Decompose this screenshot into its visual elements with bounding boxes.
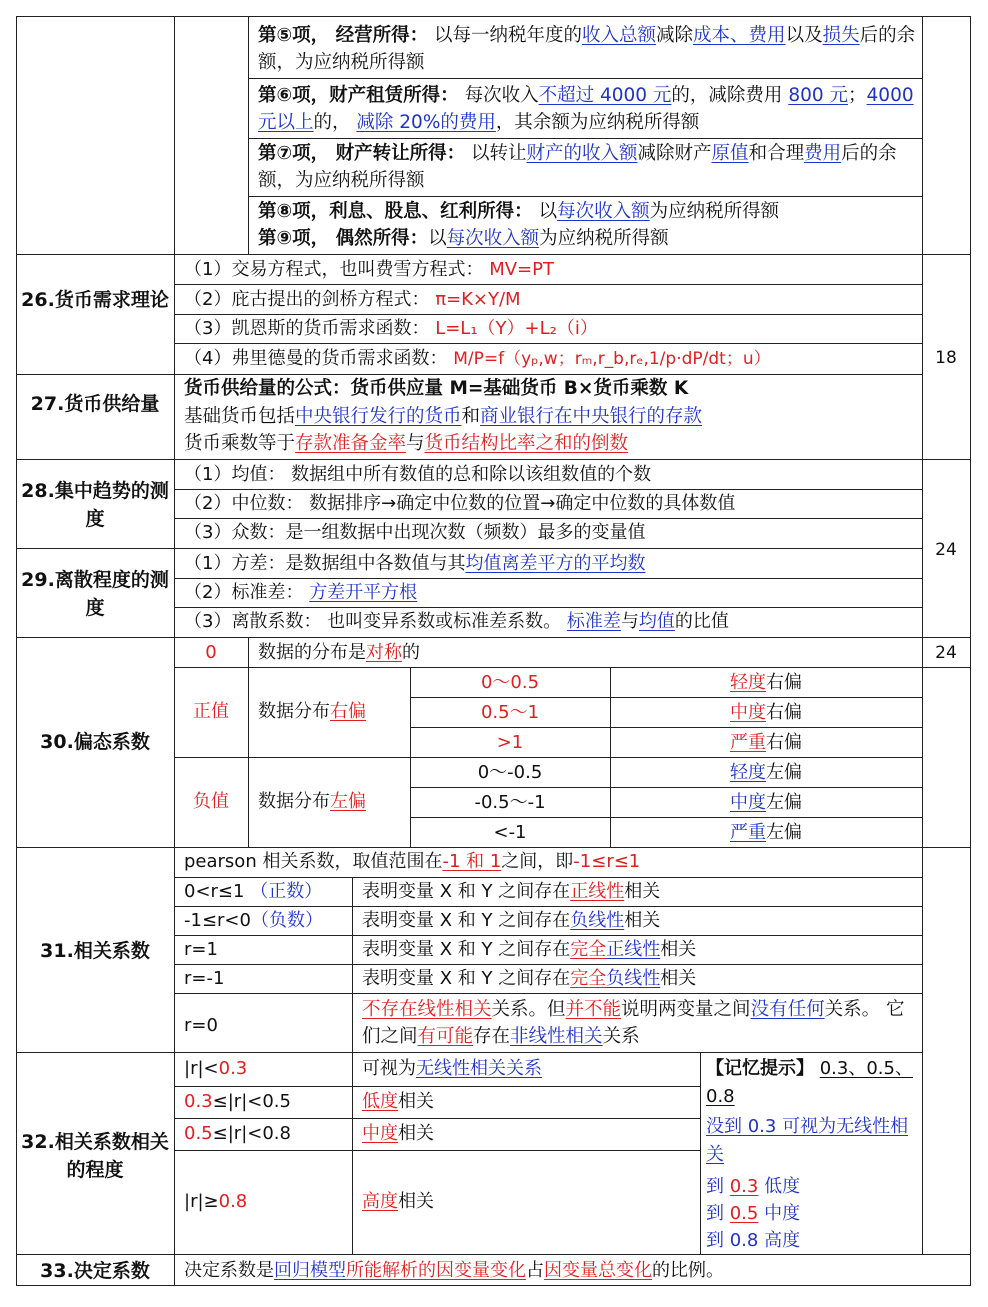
text: ，其余额为应纳税所得额 bbox=[495, 112, 700, 133]
keyword: 货币结构比率之和的倒数 bbox=[424, 433, 629, 454]
keyword: 严重 bbox=[730, 822, 766, 843]
memo-title: 【记忆提示】 bbox=[706, 1058, 814, 1079]
skew-zero: 0 bbox=[205, 642, 217, 663]
central-row: （2）中位数： 数据排序→确定中位数的位置→确定中位数的具体数值 bbox=[184, 493, 736, 514]
text: 的，减除费用 bbox=[671, 85, 789, 106]
text: 相关 bbox=[398, 1123, 434, 1144]
text: 关系 bbox=[602, 1026, 640, 1047]
text: （2）标准差： bbox=[184, 582, 310, 603]
tax-item-5 bbox=[258, 22, 916, 76]
row-divider bbox=[248, 78, 922, 79]
text: ； bbox=[848, 85, 867, 106]
keyword: 费用 bbox=[804, 143, 842, 164]
keyword: 成本、费用 bbox=[693, 25, 786, 46]
text: 基础货币包括 bbox=[184, 406, 296, 427]
determination-desc bbox=[184, 1258, 724, 1284]
row-divider bbox=[174, 489, 922, 490]
demand-row bbox=[184, 316, 598, 342]
section-heading: 31.相关系数 bbox=[40, 940, 150, 962]
col-divider bbox=[248, 16, 249, 254]
corr-meaning bbox=[362, 908, 660, 934]
text: 左偏 bbox=[766, 822, 802, 843]
keyword: 0.3 bbox=[184, 1091, 213, 1112]
strength-meaning bbox=[362, 1189, 434, 1215]
text: 到 bbox=[706, 1176, 730, 1197]
text: 右偏 bbox=[766, 732, 802, 753]
keyword: 中度 bbox=[362, 1123, 398, 1144]
section-heading: 29.离散程度的测度 bbox=[21, 569, 169, 619]
text: ≤|r|<0.8 bbox=[212, 1123, 291, 1144]
text: 以每一纳税年度的 bbox=[434, 25, 583, 46]
strength-range bbox=[184, 1189, 247, 1215]
row-divider bbox=[174, 993, 922, 994]
skew-range: 0.5～1 bbox=[480, 702, 540, 723]
keyword: 0.8 bbox=[218, 1191, 248, 1212]
keyword: 并不能 bbox=[565, 999, 622, 1020]
text: 后的余额，为应纳税所得额 bbox=[258, 143, 897, 191]
keyword: 减除 20%的费用 bbox=[356, 112, 496, 133]
text: 相关 bbox=[398, 1091, 434, 1112]
text: 左偏 bbox=[766, 792, 802, 813]
keyword: 中度 bbox=[730, 702, 766, 723]
keyword: 正线性 bbox=[606, 939, 661, 960]
row-divider bbox=[16, 1052, 922, 1053]
keyword: 正线性 bbox=[570, 881, 625, 902]
skew-degree bbox=[610, 820, 922, 846]
col-divider bbox=[352, 1052, 353, 1254]
keyword: 不存在线性相关 bbox=[362, 999, 492, 1020]
skew-positive-desc bbox=[258, 699, 366, 725]
skew-negative-desc bbox=[258, 789, 366, 815]
text: 到 bbox=[706, 1203, 730, 1224]
col-divider bbox=[248, 637, 249, 667]
pearson-intro bbox=[184, 849, 640, 875]
text: （3）离散系数： 也叫变异系数或标准差系数。 bbox=[184, 611, 567, 632]
section-heading: 26.货币需求理论 bbox=[21, 289, 169, 311]
text: 低度 bbox=[758, 1176, 801, 1197]
text: 占 bbox=[526, 1260, 544, 1281]
keyword: 存款准备金率 bbox=[295, 433, 407, 454]
row-divider bbox=[248, 138, 922, 139]
row-divider bbox=[174, 607, 922, 608]
keyword: -1 和 1 bbox=[442, 851, 502, 872]
corr-meaning bbox=[362, 996, 918, 1050]
row-divider bbox=[174, 1086, 700, 1087]
keyword: 均值 bbox=[638, 611, 675, 632]
keyword: 不超过 4000 元 bbox=[538, 85, 672, 106]
keyword: 负线性 bbox=[606, 968, 661, 989]
keyword: 非线性相关 bbox=[510, 1026, 603, 1047]
text: （4）弗里德曼的货币需求函数： bbox=[184, 348, 448, 369]
row-divider bbox=[174, 343, 922, 344]
text: 数据分布 bbox=[258, 701, 330, 722]
text: 减除财产 bbox=[637, 143, 712, 164]
keyword: 中度 bbox=[730, 792, 766, 813]
corr-meaning bbox=[362, 937, 696, 963]
col-divider bbox=[700, 1052, 701, 1254]
row-divider bbox=[16, 459, 971, 460]
text: 每次收入 bbox=[464, 85, 539, 106]
text: 数据分布 bbox=[258, 791, 330, 812]
row-divider bbox=[174, 906, 922, 907]
text: 数据的分布是 bbox=[258, 642, 366, 663]
text: 关系。但 bbox=[491, 999, 566, 1020]
row-divider bbox=[174, 964, 922, 965]
row-divider bbox=[410, 727, 922, 728]
row-divider bbox=[174, 578, 922, 579]
corr-condition bbox=[184, 908, 323, 934]
memory-tip-line bbox=[706, 1174, 800, 1200]
text: 相关 bbox=[660, 968, 697, 989]
section-heading: 30.偏态系数 bbox=[40, 731, 150, 753]
corr-condition: r=0 bbox=[184, 1015, 218, 1036]
text: 相关 bbox=[398, 1191, 434, 1212]
strength-range bbox=[184, 1089, 291, 1115]
skew-negative-label: 负值 bbox=[193, 791, 229, 812]
text: pearson 相关系数，取值范围在 bbox=[184, 851, 443, 872]
corr-condition bbox=[184, 879, 322, 905]
item-title: 第⑨项， 偶然所得： bbox=[258, 228, 429, 249]
corr-meaning bbox=[362, 966, 696, 992]
text: 存在 bbox=[473, 1026, 511, 1047]
item-title: 第⑧项，利息、股息、红利所得： bbox=[258, 201, 533, 222]
text: 与 bbox=[620, 611, 639, 632]
text: 表明变量 X 和 Y 之间存在 bbox=[362, 881, 571, 902]
tax-item-8 bbox=[258, 198, 779, 225]
section-heading: 27.货币供给量 bbox=[30, 393, 160, 415]
text: 与 bbox=[406, 433, 425, 454]
keyword: 没有任何 bbox=[750, 999, 825, 1020]
keyword: 0.3 bbox=[729, 1176, 759, 1197]
strength-meaning bbox=[362, 1121, 434, 1147]
keyword: 对称 bbox=[366, 642, 402, 663]
demand-row bbox=[184, 346, 771, 372]
text: ≤|r|<0.5 bbox=[212, 1091, 291, 1112]
text: 可视为 bbox=[362, 1058, 416, 1079]
keyword: 标准差 bbox=[566, 611, 621, 632]
keyword: 损失 bbox=[822, 25, 860, 46]
corr-condition: r=1 bbox=[184, 939, 218, 960]
section-heading: 33.决定系数 bbox=[40, 1260, 150, 1282]
page-number: 24 bbox=[935, 540, 957, 560]
strength-meaning bbox=[362, 1089, 434, 1115]
row-divider bbox=[16, 847, 971, 848]
text: （3）凯恩斯的货币需求函数： bbox=[184, 318, 430, 339]
tax-item-9 bbox=[258, 225, 669, 252]
text: 左偏 bbox=[766, 762, 802, 783]
keyword: 所能解析的因变量变化 bbox=[346, 1260, 526, 1281]
row-divider bbox=[174, 284, 922, 285]
memory-tip bbox=[706, 1055, 918, 1111]
text: 为应纳税所得额 bbox=[649, 201, 780, 222]
text: （2）庇古提出的剑桥方程式： bbox=[184, 289, 430, 310]
skew-degree bbox=[610, 730, 922, 756]
keyword: 有可能 bbox=[417, 1026, 474, 1047]
dispersion-row bbox=[184, 609, 729, 635]
row-divider bbox=[174, 877, 922, 878]
text: 以及 bbox=[785, 25, 823, 46]
keyword: 0.3、0.5、0.8 bbox=[706, 1058, 913, 1107]
text: |r|< bbox=[184, 1058, 219, 1079]
memory-tip-line bbox=[706, 1201, 800, 1227]
central-row: （3）众数：是一组数据中出现次数（频数）最多的变量值 bbox=[184, 522, 646, 543]
tax-item-6 bbox=[258, 82, 916, 136]
skew-range: <-1 bbox=[493, 822, 527, 843]
keyword: 因变量总变化 bbox=[544, 1260, 652, 1281]
central-row: （1）均值： 数据组中所有数值的总和除以该组数值的个数 bbox=[184, 464, 652, 485]
item-title: 第⑥项，财产租赁所得： bbox=[258, 85, 459, 106]
keyword: 均值离差平方的平均数 bbox=[465, 553, 646, 574]
text: 表明变量 X 和 Y 之间存在 bbox=[362, 910, 571, 931]
text: 和 bbox=[461, 406, 481, 427]
text: 右偏 bbox=[766, 672, 802, 693]
skew-range: 0～-0.5 bbox=[477, 762, 543, 783]
formula: π=K×Y/M bbox=[435, 289, 521, 310]
row-divider bbox=[174, 1118, 700, 1119]
formula: L=L₁（Y）+L₂（i） bbox=[435, 318, 598, 339]
keyword: 0.3 bbox=[218, 1058, 248, 1079]
keyword: 轻度 bbox=[730, 672, 766, 693]
text: 相关 bbox=[624, 910, 661, 931]
skew-positive-label: 正值 bbox=[193, 701, 229, 722]
row-divider bbox=[174, 935, 922, 936]
row-divider bbox=[248, 196, 922, 197]
strength-range bbox=[184, 1056, 247, 1082]
keyword: 高度 bbox=[362, 1191, 398, 1212]
row-divider bbox=[16, 1254, 971, 1255]
text: 以 bbox=[538, 201, 558, 222]
text: （1）方差：是数据组中各数值与其 bbox=[184, 553, 466, 574]
row-divider bbox=[174, 757, 922, 758]
section-heading: 28.集中趋势的测度 bbox=[21, 480, 169, 530]
text: 的， bbox=[313, 112, 357, 133]
keyword: 轻度 bbox=[730, 762, 766, 783]
keyword: 右偏 bbox=[330, 701, 366, 722]
row-divider bbox=[16, 548, 922, 549]
text: 的比值 bbox=[674, 611, 729, 632]
tax-item-7 bbox=[258, 140, 916, 194]
text: 以转让 bbox=[471, 143, 527, 164]
text: 决定系数是 bbox=[184, 1260, 274, 1281]
supply-formula: 货币供给量的公式：货币供应量 M=基础货币 B×货币乘数 K bbox=[184, 378, 689, 399]
demand-row bbox=[184, 257, 554, 283]
row-divider bbox=[410, 817, 922, 818]
text: 相关 bbox=[624, 881, 661, 902]
keyword: 完全 bbox=[570, 968, 607, 989]
keyword: 方差开平方根 bbox=[309, 582, 418, 603]
text: 中度 bbox=[758, 1203, 801, 1224]
page-number: 24 bbox=[935, 643, 957, 663]
row-divider bbox=[16, 254, 971, 255]
skew-degree bbox=[610, 790, 922, 816]
dispersion-row bbox=[184, 580, 417, 606]
row-divider bbox=[174, 518, 922, 519]
keyword: 4000 元以上 bbox=[258, 85, 914, 133]
keyword: （负数） bbox=[250, 910, 323, 931]
keyword: 0.5 bbox=[729, 1203, 759, 1224]
text: 右偏 bbox=[766, 702, 802, 723]
skew-zero-desc bbox=[258, 640, 420, 666]
strength-meaning bbox=[362, 1056, 542, 1082]
memory-tip-line: 没到 0.3 可视为无线性相关 bbox=[706, 1116, 909, 1165]
strength-range bbox=[184, 1121, 291, 1147]
skew-degree bbox=[610, 700, 922, 726]
item-title: 第⑦项， 财产转让所得： bbox=[258, 143, 466, 164]
keyword: 商业银行在中央银行的存款 bbox=[480, 406, 703, 427]
keyword: 低度 bbox=[362, 1091, 398, 1112]
keyword: 负线性 bbox=[570, 910, 625, 931]
supply-line bbox=[184, 403, 702, 430]
text: 后的余额，为应纳税所得额 bbox=[258, 25, 916, 73]
demand-row bbox=[184, 287, 521, 313]
keyword: 严重 bbox=[730, 732, 766, 753]
text: 减除 bbox=[656, 25, 694, 46]
text: 的 bbox=[402, 642, 420, 663]
text: 为应纳税所得额 bbox=[539, 228, 669, 249]
text: |r|≥ bbox=[184, 1191, 219, 1212]
text: 表明变量 X 和 Y 之间存在 bbox=[362, 968, 571, 989]
row-divider bbox=[174, 314, 922, 315]
row-divider bbox=[410, 787, 922, 788]
memory-tip-line: 到 0.8 高度 bbox=[706, 1230, 801, 1251]
keyword: 每次收入额 bbox=[446, 228, 540, 249]
skew-range: -0.5～-1 bbox=[474, 792, 546, 813]
text: 关系。 它们之间 bbox=[362, 999, 905, 1047]
text: 之间，即 bbox=[501, 851, 574, 872]
keyword: 每次收入额 bbox=[557, 201, 650, 222]
keyword: 完全 bbox=[570, 939, 607, 960]
keyword: 中央银行发行的货币 bbox=[295, 406, 462, 427]
dispersion-row bbox=[184, 551, 645, 577]
skew-range: 0～0.5 bbox=[480, 672, 540, 693]
keyword: 无线性相关关系 bbox=[416, 1058, 542, 1079]
row-divider bbox=[174, 667, 971, 668]
section-heading: 32.相关系数相关的程度 bbox=[21, 1131, 169, 1181]
item-title: 第⑤项， 经营所得： bbox=[258, 25, 429, 46]
text: 相关 bbox=[660, 939, 697, 960]
formula: M/P=f（yₚ,w；rₘ,r_b,rₑ,1/p·dP/dt；u） bbox=[453, 349, 771, 369]
corr-meaning bbox=[362, 879, 660, 905]
supply-line bbox=[184, 430, 628, 457]
formula: MV=PT bbox=[489, 259, 554, 280]
keyword: -1≤r≤1 bbox=[573, 851, 641, 872]
keyword: 0.5 bbox=[184, 1123, 213, 1144]
keyword: 左偏 bbox=[330, 791, 366, 812]
text: 表明变量 X 和 Y 之间存在 bbox=[362, 939, 571, 960]
keyword: 回归模型 bbox=[274, 1260, 346, 1281]
skew-degree bbox=[610, 670, 922, 696]
text: （1）交易方程式，也叫费雪方程式： bbox=[184, 259, 484, 280]
keyword: 财产的收入额 bbox=[526, 143, 638, 164]
text: 0<r≤1 bbox=[184, 881, 251, 902]
page-number: 18 bbox=[935, 348, 957, 368]
text: 说明两变量之间 bbox=[621, 999, 751, 1020]
text: 货币乘数等于 bbox=[184, 433, 296, 454]
text: 以 bbox=[428, 228, 447, 249]
text: 和合理 bbox=[748, 143, 805, 164]
text: -1≤r<0 bbox=[184, 910, 251, 931]
keyword: 收入总额 bbox=[582, 25, 657, 46]
skew-degree bbox=[610, 760, 922, 786]
col-divider bbox=[922, 16, 923, 1254]
corr-condition: r=-1 bbox=[184, 968, 225, 989]
row-divider bbox=[174, 1150, 700, 1151]
row-divider bbox=[410, 697, 922, 698]
skew-range: >1 bbox=[496, 732, 524, 753]
keyword: （正数） bbox=[250, 881, 323, 902]
row-divider bbox=[16, 637, 971, 638]
keyword: 原值 bbox=[711, 143, 749, 164]
keyword: 800 元 bbox=[788, 85, 849, 106]
text: 的比例。 bbox=[652, 1260, 724, 1281]
